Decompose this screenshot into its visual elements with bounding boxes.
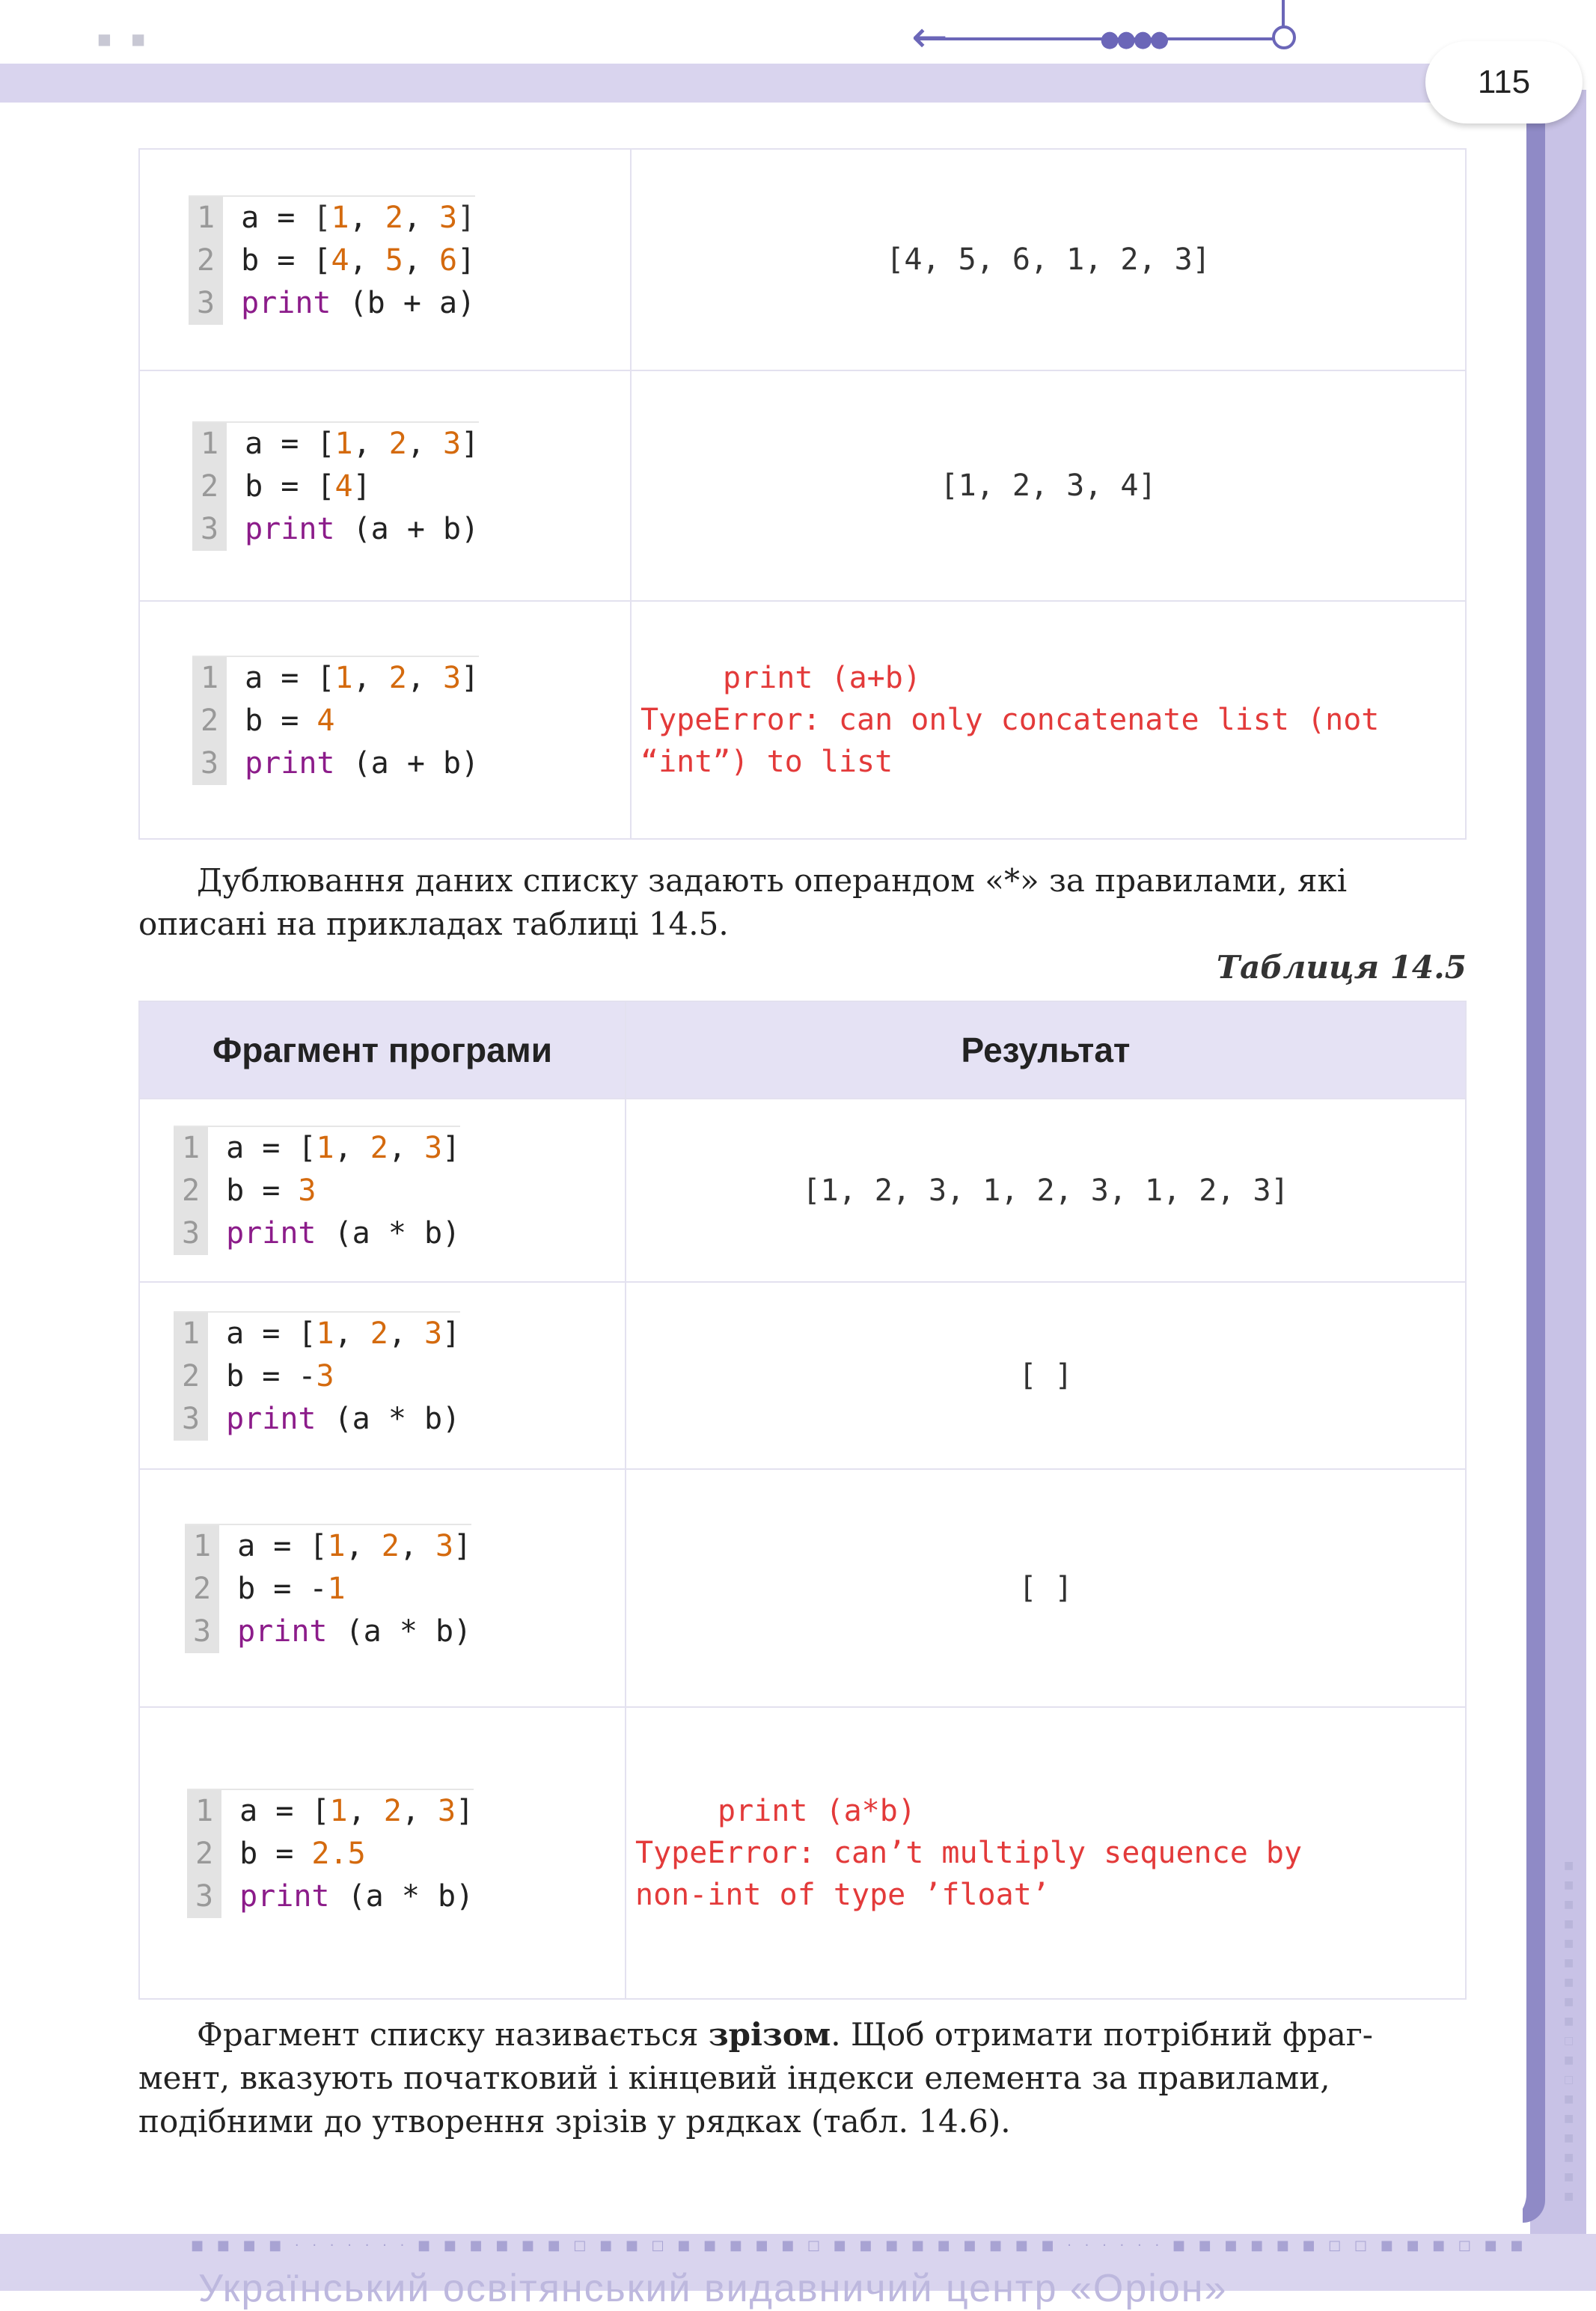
column-header: Фрагмент програми (139, 1001, 626, 1099)
error-output (632, 657, 1465, 783)
error-cell (631, 601, 1466, 839)
error-line: TypeError: can only concatenate list (not (640, 703, 1380, 737)
error-output (626, 1790, 1465, 1916)
error-cell (626, 1707, 1466, 1999)
code-snippet: 1 a = [1, 2, 3] 2 b = -1 3 print (a * b) (185, 1524, 471, 1653)
error-line: print (a*b) (718, 1794, 916, 1828)
arrow-dots-decoration: ●●●● (1100, 26, 1167, 52)
table-row (139, 370, 1466, 601)
table-row (139, 1282, 1466, 1469)
paragraph-text: . Щоб отримати потрібний фраг- (831, 2016, 1373, 2053)
result-cell: [4, 5, 6, 1, 2, 3] (631, 149, 1466, 370)
code-cell (139, 601, 631, 839)
code-cell (139, 370, 631, 601)
code-snippet: 1 a = [1, 2, 3] 2 b = [4] 3 print (a + b) (192, 421, 479, 551)
table-list-concatenation (138, 148, 1467, 840)
arrow-circle-icon (1272, 25, 1296, 49)
code-cell (139, 1099, 626, 1282)
table-caption: Таблиця 14.5 (1216, 949, 1467, 986)
paragraph-line: подібними до утворення зрізів у рядках (табл. 14.6). (138, 2103, 1011, 2140)
error-line: TypeError: can’t multiply sequence by (635, 1836, 1303, 1870)
result-cell: [1, 2, 3, 1, 2, 3, 1, 2, 3] (626, 1099, 1466, 1282)
paragraph-slices (138, 2013, 1470, 2143)
paragraph-line: Дублювання даних списку задають операндом «*» за правилами, які (197, 862, 1348, 899)
error-line: non-int of type ’float’ (635, 1878, 1050, 1912)
table-row (139, 1469, 1466, 1707)
paragraph-line: описані на прикладах таблиці 14.5. (138, 906, 729, 942)
code-snippet: 1 a = [1, 2, 3] 2 b = -3 3 print (a * b) (174, 1311, 460, 1441)
error-line: “int”) to list (640, 745, 893, 779)
table-header-row (139, 1001, 1466, 1099)
result-cell: [1, 2, 3, 4] (631, 370, 1466, 601)
table-row (139, 601, 1466, 839)
code-cell (139, 1707, 626, 1999)
code-snippet: 1 a = [1, 2, 3] 2 b = 3 3 print (a * b) (174, 1126, 460, 1255)
code-cell (139, 149, 631, 370)
result-cell: [ ] (626, 1282, 1466, 1469)
code-snippet: 1 a = [1, 2, 3] 2 b = 4 3 print (a + b) (192, 656, 479, 785)
page-number: 115 (1477, 64, 1531, 100)
error-line: print (a+b) (723, 661, 921, 695)
code-cell (139, 1469, 626, 1707)
footer-dots-decoration: ■ ■ ■ ■ · · · · · · · ■ ■ ■ ■ ■ ■ □ ■ ■ □ ■ ■ ■ ■ ■ □ ■ ■ ■ ■ ■ ■ ■ ■ ■ · · · · · · ■ ■ ■ ■ ■ ■ □ □ ■ ■ ■ □ ■ ■ (191, 2238, 1528, 2253)
paragraph-text: Фрагмент списку називається (197, 2016, 709, 2053)
paragraph-line: мент, вказують початковий і кінцевий індекси елемента за правилами, (138, 2060, 1330, 2096)
term-bold: зрізом (708, 2016, 831, 2053)
code-snippet: 1 a = [1, 2, 3] 2 b = 2.5 3 print (a * b) (187, 1789, 474, 1918)
table-row (139, 1099, 1466, 1282)
table-14-5 (138, 1001, 1467, 2000)
paragraph-duplication (138, 859, 1470, 946)
header-dots-decoration: ■ ■ (97, 30, 153, 48)
code-snippet: 1 a = [1, 2, 3] 2 b = [4, 5, 6] 3 print (b + a) (189, 195, 475, 325)
paragraph-line (138, 2013, 1470, 2057)
header-band (0, 64, 1556, 103)
arrow-left-icon: ← (911, 11, 948, 62)
result-cell: [ ] (626, 1469, 1466, 1707)
footer-publisher-text: Український освітянський видавничий центр «Оріон» (198, 2267, 1228, 2310)
side-dots-decoration: ■ ■ ■ ■ ■ ■ ■ ■ ■ □ ■ □ ■ ■ ■ ■ ■ ■ (1564, 1860, 1574, 2202)
table-row (139, 149, 1466, 370)
table-row (139, 1707, 1466, 1999)
column-header: Результат (626, 1001, 1466, 1099)
code-cell (139, 1282, 626, 1469)
